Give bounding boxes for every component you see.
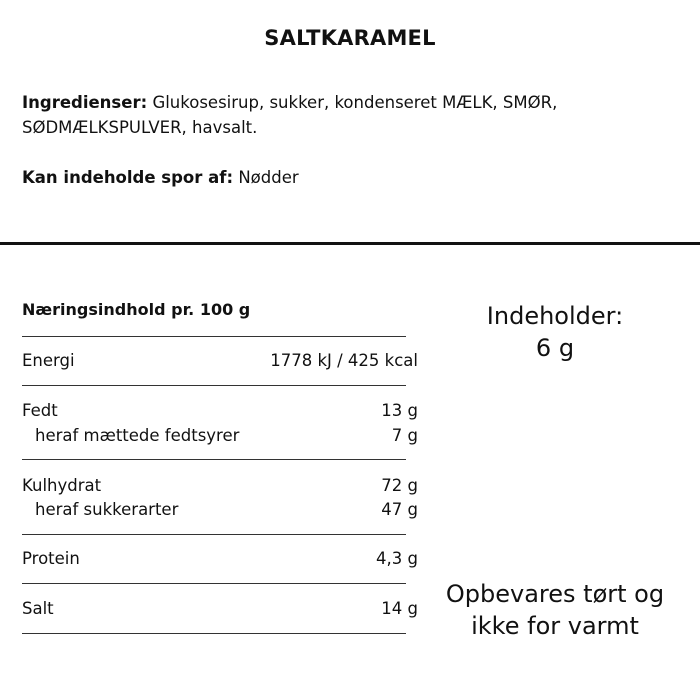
ingredients-section: [22, 90, 662, 140]
allergen-text: Nødder: [238, 168, 299, 187]
storage-line-2: ikke for varmt: [471, 612, 639, 640]
row-label: heraf mættede fedtsyrer: [35, 426, 240, 445]
nutrition-rule: [22, 459, 406, 460]
row-label: Salt: [22, 599, 54, 618]
row-label: Fedt: [22, 401, 58, 420]
row-value: 7 g: [391, 426, 418, 445]
row-label: Protein: [22, 549, 80, 568]
row-label: Kulhydrat: [22, 476, 102, 495]
contents-label: Indeholder:: [486, 302, 624, 330]
storage-line-1: Opbevares tørt og: [445, 580, 665, 608]
row-value: 47 g: [381, 500, 418, 519]
row-value: 1778 kJ / 425 kcal: [270, 351, 418, 370]
nutrition-rule: [22, 633, 406, 634]
allergen-label: Kan indeholde spor af:: [22, 168, 234, 187]
nutrition-rule: [22, 583, 406, 584]
nutrition-title: Næringsindhold pr. 100 g: [22, 300, 251, 319]
row-value: 14 g: [381, 599, 418, 618]
section-divider: [0, 242, 700, 245]
row-label: Energi: [22, 351, 75, 370]
row-value: 72 g: [381, 476, 418, 495]
storage-info: [430, 578, 680, 642]
contents-weight: 6 g: [535, 334, 575, 362]
ingredients-label: Ingredienser:: [22, 93, 148, 112]
row-label: heraf sukkerarter: [35, 500, 179, 519]
nutrition-rule: [22, 385, 406, 386]
product-title: SALTKARAMEL: [264, 26, 436, 50]
ingredients-text: Glukosesirup, sukker, kondenseret MÆLK, SMØR, SØDMÆLKSPULVER, havsalt.: [22, 93, 558, 137]
contents-info: [460, 300, 650, 364]
nutrition-rule: [22, 534, 406, 535]
row-value: 13 g: [381, 401, 418, 420]
allergen-section: [22, 165, 662, 190]
nutrition-rule: [22, 336, 406, 337]
row-value: 4,3 g: [376, 549, 418, 568]
